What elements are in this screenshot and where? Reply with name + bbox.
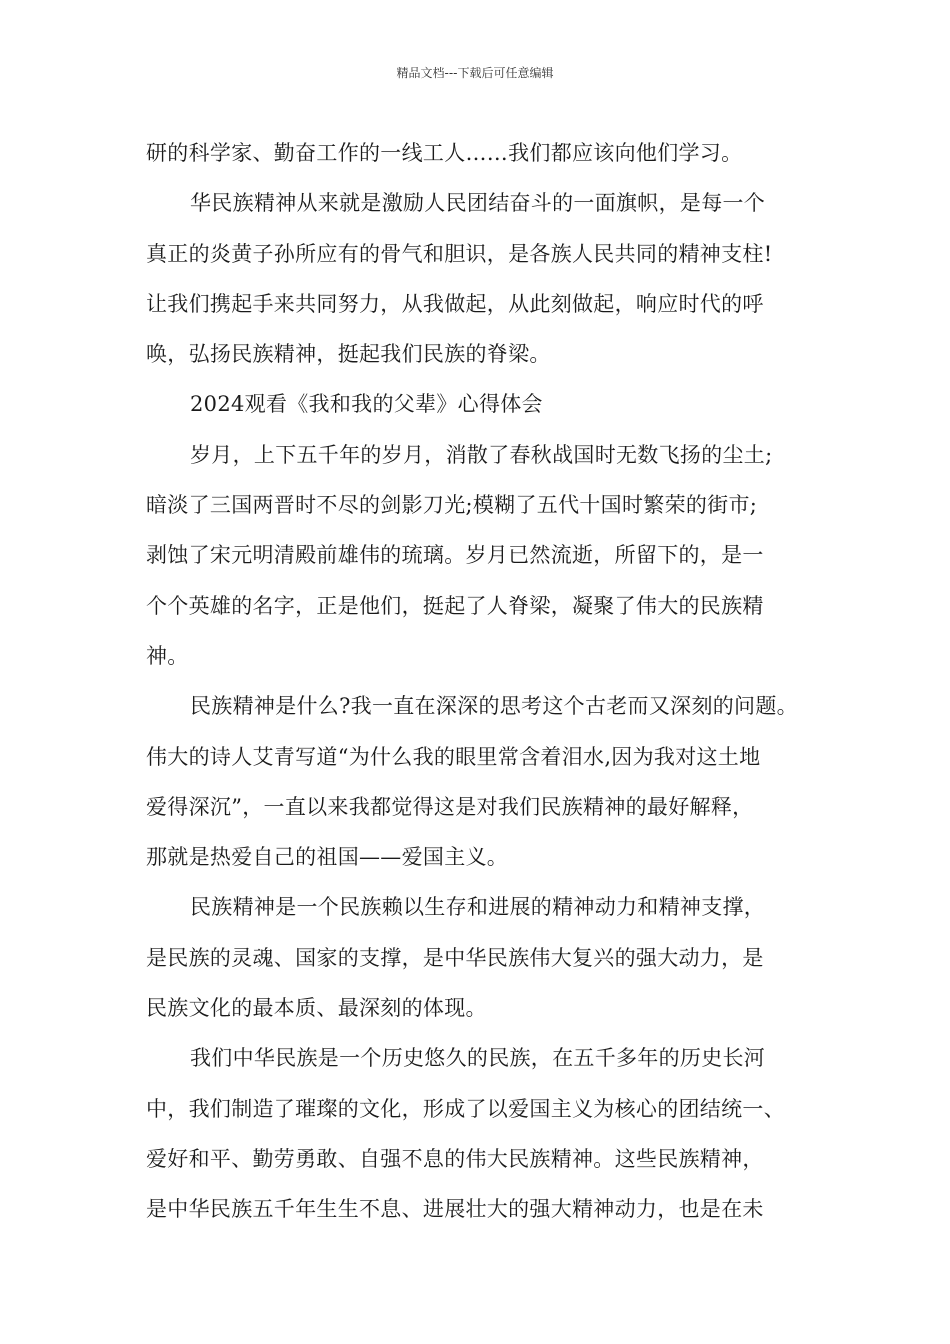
section-title: 2024观看《我和我的父辈》心得体会 — [190, 392, 543, 417]
page-header: 精品文档---下载后可任意编辑 — [396, 66, 554, 80]
text-line: 伟大的诗人艾青写道“为什么我的眼里常含着泪水,因为我对这土地 — [146, 744, 761, 769]
text-line: 个个英雄的名字，正是他们，挺起了人脊梁，凝聚了伟大的民族精 — [146, 593, 764, 618]
text-line: 民族精神是一个民族赖以生存和进展的精神动力和精神支撑， — [190, 895, 766, 920]
text-line: 我们中华民族是一个历史悠久的民族，在五千多年的历史长河 — [190, 1046, 766, 1071]
text-line: 真正的炎黄子孙所应有的骨气和胆识，是各族人民共同的精神支柱! — [146, 241, 773, 266]
text-line: 让我们携起手来共同努力，从我做起，从此刻做起，响应时代的呼 — [146, 291, 764, 316]
text-line: 爱好和平、勤劳勇敢、自强不息的伟大民族精神。这些民族精神， — [146, 1146, 764, 1171]
text-line: 爱得深沉”，一直以来我都觉得这是对我们民族精神的最好解释， — [146, 794, 754, 819]
text-line: 民族精神是什么?我一直在深深的思考这个古老而又深刻的问题。 — [190, 694, 798, 719]
text-line: 是民族的灵魂、国家的支撑，是中华民族伟大复兴的强大动力，是 — [146, 945, 764, 970]
text-line: 那就是热爱自己的祖国——爱国主义。 — [146, 845, 509, 870]
document-body — [146, 128, 826, 1235]
text-line: 唤，弘扬民族精神，挺起我们民族的脊梁。 — [146, 342, 551, 367]
text-line: 是中华民族五千年生生不息、进展壮大的强大精神动力，也是在未 — [146, 1197, 764, 1222]
text-line: 神。 — [146, 643, 189, 668]
text-line: 华民族精神从来就是激励人民团结奋斗的一面旗帜，是每一个 — [190, 191, 766, 216]
text-line: 研的科学家、勤奋工作的一线工人……我们都应该向他们学习。 — [146, 141, 743, 165]
text-line: 剥蚀了宋元明清殿前雄伟的琉璃。岁月已然流逝，所留下的，是一 — [146, 543, 764, 568]
text-line: 暗淡了三国两晋时不尽的剑影刀光;模糊了五代十国时繁荣的街市; — [146, 493, 758, 518]
text-line: 岁月，上下五千年的岁月，消散了春秋战国时无数飞扬的尘土; — [190, 442, 773, 467]
text-line: 中，我们制造了璀璨的文化，形成了以爱国主义为核心的团结统一、 — [146, 1096, 785, 1121]
text-line: 民族文化的最本质、最深刻的体现。 — [146, 996, 487, 1021]
